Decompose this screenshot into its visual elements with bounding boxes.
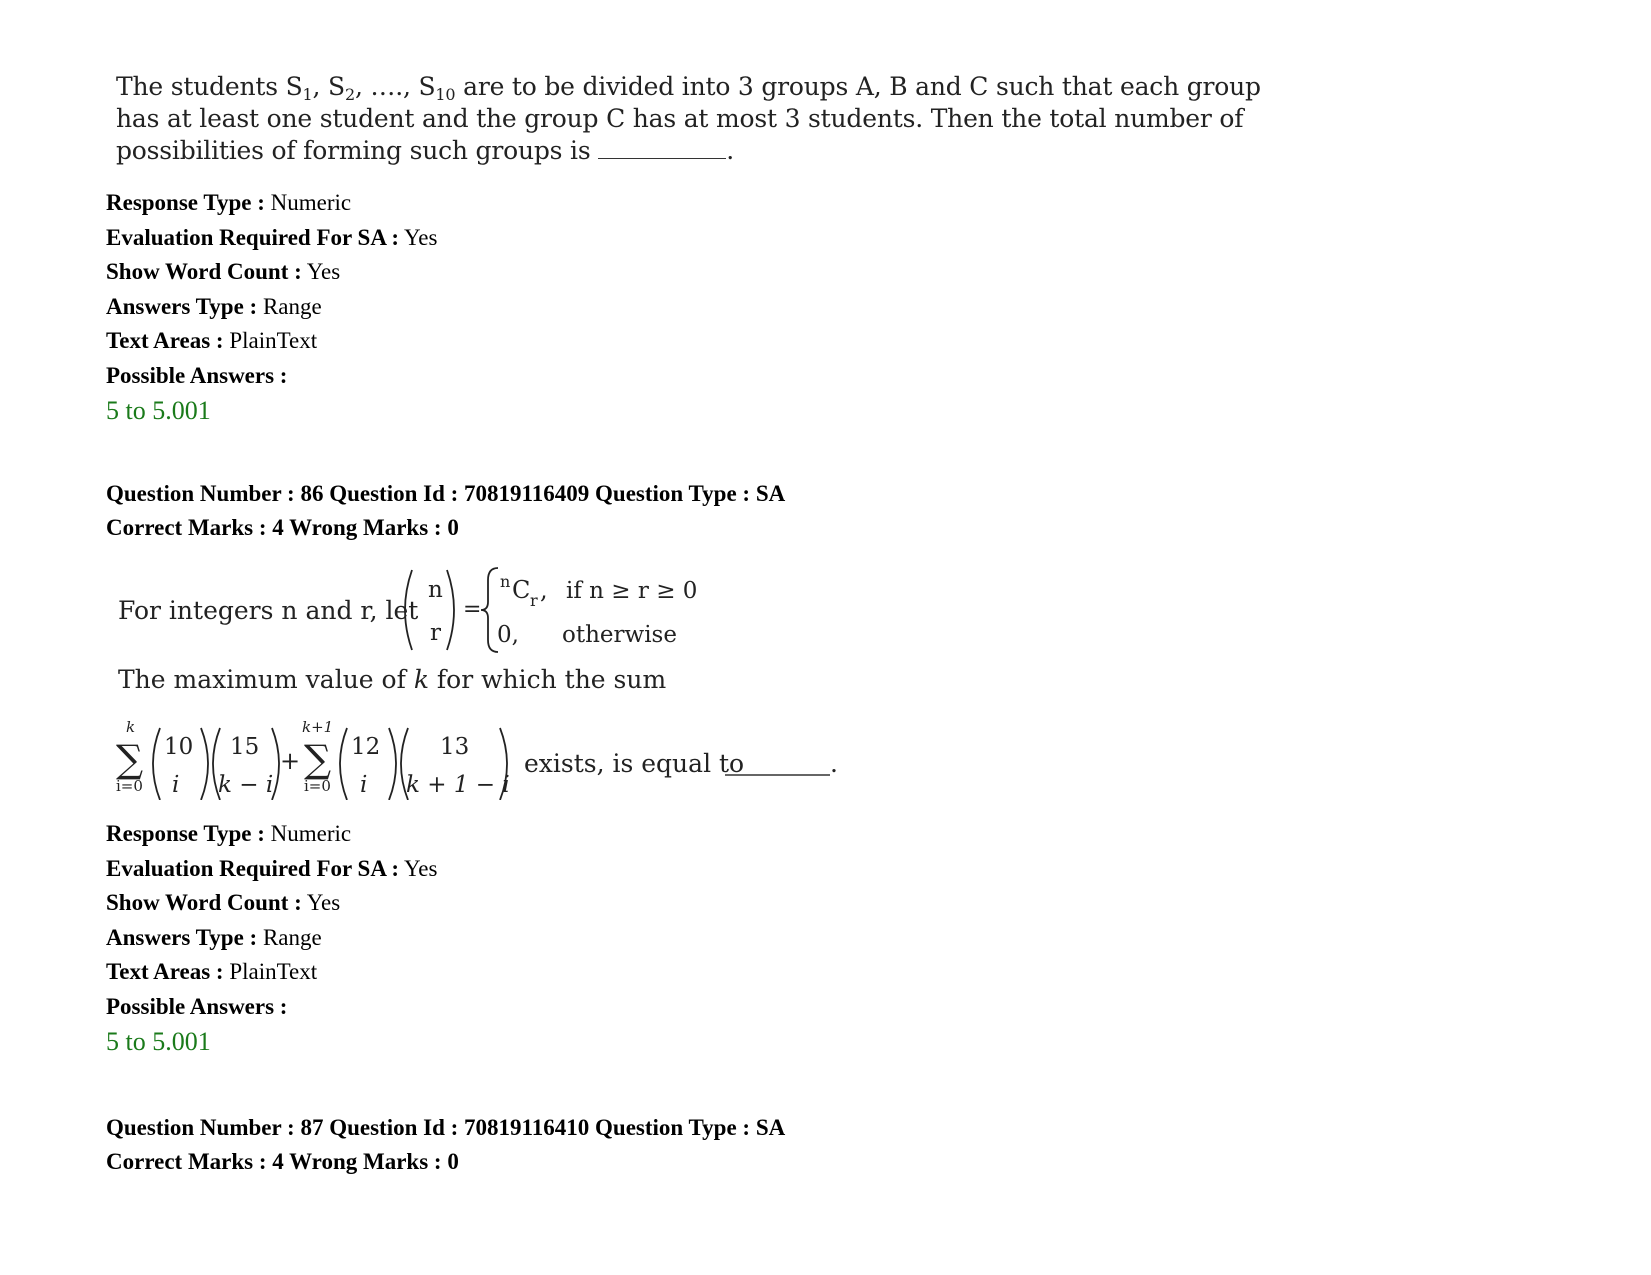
svg-text:otherwise: otherwise [562,622,677,648]
svg-text:if n ≥ r ≥ 0: if n ≥ r ≥ 0 [566,578,698,604]
possible-answers-row: Possible Answers : [106,362,288,388]
svg-text:k: k [126,718,136,736]
svg-text:C: C [512,576,531,604]
svg-text:k − i: k − i [218,772,274,798]
text-areas-row: Text Areas : PlainText [106,959,318,984]
question-87-info: Question Number : 87 Question Id : 70819116410 Question Type : SA [106,1115,786,1140]
answer-blank [598,158,726,159]
svg-text:r: r [430,620,441,646]
evaluation-row: Evaluation Required For SA : Yes [106,224,438,250]
svg-text:i=0: i=0 [116,777,143,795]
possible-answers-row: Possible Answers : [106,993,288,1019]
svg-text:k + 1 − i: k + 1 − i [406,772,510,798]
svg-text:0,: 0, [497,622,519,648]
question-86-marks: Correct Marks : 4 Wrong Marks : 0 [106,515,459,540]
response-type-row: Response Type : Numeric [106,190,352,215]
question-85-line-1: The students $S_1$, $S_2$, …., $S_{10}$ are to be divided into 3 groups A, B and C such that each group [116,72,1261,104]
svg-text:n: n [500,572,511,591]
q86-line-2: The maximum value of k for which the sum [118,665,667,694]
svg-text:i: i [172,772,180,798]
svg-text:13: 13 [440,734,470,760]
response-type-row: Response Type : Numeric [106,821,352,846]
answers-type-row: Answers Type : Range [106,293,322,319]
svg-text:+: + [280,747,301,775]
question-87-header [106,1111,785,1179]
svg-text:n: n [428,577,443,603]
svg-text:,: , [540,576,548,604]
q86-tail: exists, is equal to [524,749,745,778]
svg-text:r: r [530,591,538,610]
q86-intro: For integers n and r, let [118,596,419,625]
sigma-2: ∑ [304,737,332,781]
svg-text:12: 12 [351,734,381,760]
svg-text:10: 10 [164,734,194,760]
question-85-metadata [106,186,437,429]
word-count-row: Show Word Count : Yes [106,259,341,284]
question-85-line-3: possibilities of forming such groups is . [116,136,734,165]
question-87-marks: Correct Marks : 4 Wrong Marks : 0 [106,1149,459,1174]
svg-text:k+1: k+1 [302,718,334,736]
evaluation-row: Evaluation Required For SA : Yes [106,855,438,881]
svg-text:i: i [360,772,368,798]
word-count-row: Show Word Count : Yes [106,890,341,915]
sigma-1: ∑ [116,737,144,781]
possible-answer-value: 5 to 5.001 [106,396,211,425]
svg-text:i=0: i=0 [304,777,331,795]
question-86-info: Question Number : 86 Question Id : 70819116409 Question Type : SA [106,481,786,506]
question-85-line-2: has at least one student and the group C has at most 3 students. Then the total number of [116,104,1244,133]
question-86-header [106,477,785,545]
svg-text:.: . [830,749,838,778]
question-86-math [110,560,890,800]
svg-text:=: = [463,597,482,622]
answers-type-row: Answers Type : Range [106,924,322,950]
text-areas-row: Text Areas : PlainText [106,328,318,353]
svg-text:15: 15 [230,734,260,760]
question-86-metadata [106,817,437,1060]
possible-answer-value: 5 to 5.001 [106,1027,211,1056]
